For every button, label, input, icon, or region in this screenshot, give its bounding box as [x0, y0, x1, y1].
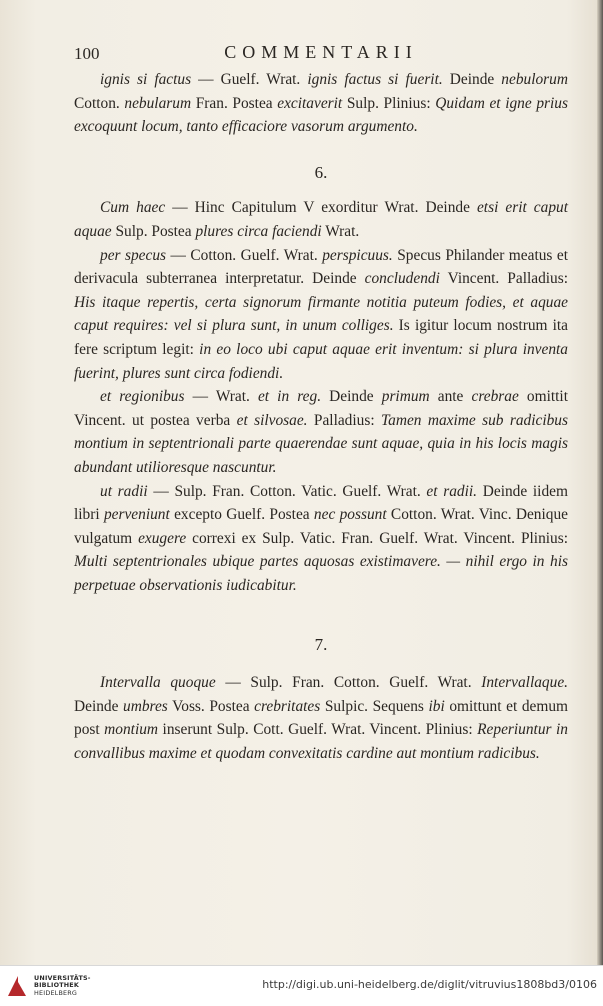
- paragraph-ut-radii: ut radii — Sulp. Fran. Cotton. Vatic. Guelf. Wrat. et radii. Deinde iidem libri perveniunt excepto Guelf. Postea nec possunt Cotton. Wrat. Vinc. Denique vulgatum exugere correxi ex Sulp. Vatic. Fran. Guelf. Wrat. Vincent. Plinius: Multi septentrionales ubique partes aquosas existimavere. — nihil ergo in his perpetuae observationis iudicabitur.: [74, 482, 569, 594]
- page-number: 100: [74, 44, 100, 63]
- paragraph-et-regionibus: et regionibus — Wrat. et in reg. Deinde primum ante crebrae omittit Vincent. ut postea verba et silvosae. Palladius: Tamen maxime sub radicibus montium in septentrionali parte quaerendae sunt aquae, quia in his locis magis abundant utilioresque nascuntur.: [74, 388, 568, 476]
- library-logo-icon: [6, 974, 30, 998]
- paragraph-intervalla: Intervalla quoque — Sulp. Fran. Cotton. Guelf. Wrat. Intervallaque. Deinde umbres Voss. Postea crebritates Sulpic. Sequens ibi omittunt et demum post montium inserunt Sulp. Cott. Guelf. Wrat. Vincent. Plinius: Reperiuntur in convallibus maxime et quodam convexitatis cardine aut montium radicibus.: [74, 674, 568, 762]
- source-url-link[interactable]: http://digi.ub.uni-heidelberg.de/diglit/vitruvius1808bd3/0106: [262, 978, 597, 991]
- lemma: Cum haec: [100, 199, 166, 217]
- library-name: UNIVERSITÄTS- BIBLIOTHEK HEIDELBERG: [34, 974, 91, 997]
- lemma: et regionibus: [100, 388, 185, 406]
- quotation: Quidam et igne prius excoquunt locum, tanto efficaciore vasorum argumento.: [74, 94, 568, 136]
- logo-triangle-left: [8, 976, 18, 996]
- running-title: COMMENTARII: [224, 42, 418, 62]
- paragraph-cum-haec: Cum haec — Hinc Capitulum V exorditur Wrat. Deinde etsi erit caput aquae Sulp. Postea plures circa faciendi Wrat.: [74, 199, 568, 240]
- quotation: His itaque repertis, certa signorum firmante notitia puteum fodies, et aquae caput requires: vel si plura sunt, in unum colliges.: [74, 293, 568, 335]
- lemma: ut radii: [100, 482, 148, 500]
- page-edge-shadow: [597, 0, 603, 965]
- quotation: Tamen maxime sub radicibus montium in septentrionali parte quaerendae sunt aquae, quia in his locis magis abundant utilioresque nascuntur.: [74, 411, 568, 476]
- quotation: Reperiuntur in convallibus maxime et quodam convexitatis cardine aut montium radicibus.: [74, 721, 568, 762]
- viewer-footer: [0, 965, 603, 1006]
- section-number-7: 7.: [314, 635, 328, 655]
- paragraph-per-specus: per specus — Cotton. Guelf. Wrat. perspicuus. Specus Philander meatus et derivacula subterranea interpretatur. Deinde concludendi Vincent. Palladius: His itaque repertis, certa signorum firmante notitia puteum fodies, et aquae caput requires: vel si plura sunt, in unum colliges. Is igitur locum nostrum ita fere scriptum legit: in eo loco ubi caput aquae erit inventum: si plura inventa fuerint, plures sunt circa fodiendi.: [74, 246, 569, 382]
- lemma: per specus: [100, 246, 167, 264]
- running-head: [74, 40, 568, 64]
- lemma: Intervalla quoque: [100, 674, 216, 692]
- section-number-6: 6.: [314, 162, 328, 182]
- lemma: ignis si factus: [100, 71, 192, 88]
- quotation: in eo loco ubi caput aquae erit inventum: si plura inventa fuerint, plures sunt circa fodiendi.: [74, 340, 568, 382]
- paragraph-ignis: ignis si factus — Guelf. Wrat. ignis factus si fuerit. Deinde nebulorum Cotton. nebularum Fran. Postea excitaverit Sulp. Plinius: Quidam et igne prius excoquunt locum, tanto efficaciore vasorum argumento.: [74, 71, 568, 136]
- quotation: Multi septentrionales ubique partes aquosas existimavere. — nihil ergo in his perpetuae observationis iudicabitur.: [74, 553, 568, 594]
- text-block: [74, 68, 568, 765]
- logo-triangle-right: [18, 982, 26, 996]
